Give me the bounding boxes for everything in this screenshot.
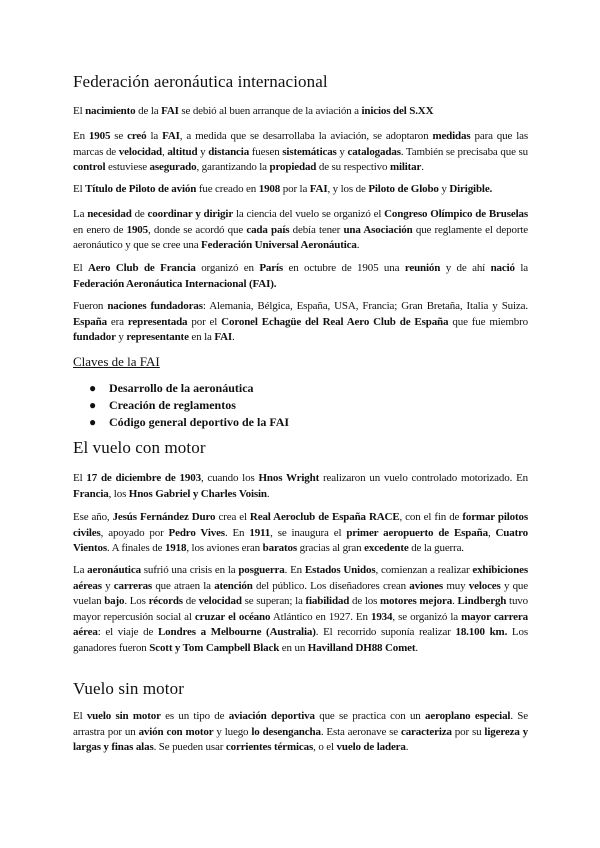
text-run: . A finales de — [107, 542, 165, 554]
text-run: Ese año, — [73, 511, 113, 523]
bold-text: aviación deportiva — [228, 710, 315, 722]
list-item — [89, 397, 289, 414]
bold-text: cruzar el océano — [194, 610, 271, 623]
bold-text: Francia — [73, 487, 109, 500]
text-run: por su — [451, 725, 485, 738]
bold-text: carreras — [113, 579, 153, 592]
bold-text: altitud — [167, 145, 198, 158]
text-run: de su respectivo — [316, 161, 390, 173]
text-run: . — [356, 239, 360, 251]
bold-text: necesidad — [87, 208, 132, 220]
bold-text: Aero Club de Francia — [87, 262, 196, 274]
bold-text: propiedad — [269, 161, 317, 173]
paragraph — [73, 104, 528, 120]
paragraph — [73, 471, 528, 502]
bold-text: Título de Piloto de avión — [85, 183, 197, 195]
text-run: y que vuelan — [73, 579, 528, 607]
bold-text: Havilland DH88 Comet — [307, 641, 416, 654]
bullet-icon: ● — [89, 381, 97, 395]
text-run: en octubre de 1905 una — [283, 262, 405, 274]
bold-text: reunión — [404, 262, 441, 274]
bold-text: representante — [126, 331, 189, 343]
bold-text: atención — [214, 579, 253, 592]
bold-text: Hnos Wright — [258, 472, 320, 484]
bold-text: FAI — [161, 105, 179, 117]
bold-text: FAI — [309, 183, 328, 195]
text-run: en un — [279, 641, 308, 654]
text-run: de — [182, 595, 199, 607]
paragraph — [73, 709, 528, 756]
text-run: fuesen — [249, 145, 283, 158]
bold-text: catalogadas — [347, 145, 401, 158]
text-run: sufrió una crisis en la — [140, 564, 239, 576]
bold-text: nacimiento — [85, 105, 136, 117]
bold-text: París — [259, 262, 284, 274]
bold-text: velocidad — [118, 145, 163, 158]
text-run: en enero de — [73, 223, 127, 236]
text-run: . En — [284, 564, 305, 576]
text-run: organizó en — [195, 262, 260, 274]
text-run: , con el fin de — [399, 511, 463, 523]
bold-text: 1908 — [258, 183, 281, 195]
text-run: . En — [224, 526, 250, 539]
text-run: . El recorrido suponía realizar — [315, 626, 456, 638]
text-run: de — [131, 208, 148, 220]
paragraph — [73, 182, 528, 198]
text-run: , los — [108, 487, 129, 500]
text-run: en la — [188, 331, 215, 343]
bold-text: Pedro Vives — [168, 526, 225, 539]
text-run: . — [232, 331, 235, 343]
text-run: , se organizó la — [392, 610, 462, 623]
bold-text: mejora — [419, 595, 453, 607]
text-run: El — [73, 472, 87, 484]
text-run: de la — [135, 105, 162, 117]
text-run: Los ganadores fueron — [73, 626, 528, 654]
text-run: . Esta aeronave se — [320, 725, 401, 738]
bold-text: primer aeropuerto de España — [346, 526, 488, 539]
bold-text: 1911 — [249, 526, 271, 539]
text-run: . También se precisaba que su — [400, 145, 528, 158]
text-run: La — [73, 208, 88, 220]
text-run: y de ahí — [440, 262, 491, 274]
bold-text: 18.100 km. — [455, 626, 508, 638]
bold-text: inicios del S.XX — [361, 105, 434, 117]
bold-text: nació — [490, 262, 515, 274]
bold-text: excedente — [364, 542, 409, 554]
bold-text: aviones — [409, 579, 444, 592]
bold-text: Federación Universal Aeronáutica — [201, 239, 357, 251]
bold-text: lo desengancha — [251, 725, 321, 738]
paragraph — [73, 261, 528, 292]
bold-text: Londres a Melbourne (Australia) — [157, 626, 316, 638]
bold-text: Federación Aeronáutica Internacional (FAI). — [73, 277, 277, 290]
text-run: se superan; la — [241, 595, 306, 607]
text-run: , a medida que se desarrollaba la aviación, se adoptaron — [179, 130, 433, 142]
text-run: En — [73, 130, 89, 142]
bold-text: fiabilidad — [305, 595, 350, 607]
claves-subtitle: Claves de la FAI — [73, 354, 160, 369]
text-run: que atraen la — [152, 579, 215, 592]
paragraph — [73, 510, 528, 557]
claves-list — [89, 380, 289, 431]
bullet-icon: ● — [89, 415, 97, 429]
text-run: . — [415, 641, 419, 654]
text-run: . — [266, 487, 270, 500]
text-run: y — [197, 145, 209, 158]
bold-text: Hnos Gabriel y Charles Voisin — [128, 487, 267, 500]
bullet-icon: ● — [89, 398, 97, 412]
text-run: , donde se acordó que — [148, 223, 247, 236]
section-title-vuelo-sin-motor: Vuelo sin motor — [73, 679, 184, 698]
text-run: , o el — [313, 741, 337, 753]
bold-text: avión con motor — [138, 725, 214, 738]
bold-text: bajo — [104, 595, 125, 607]
bold-text: 1905 — [126, 223, 149, 236]
text-run: la — [514, 262, 529, 274]
bold-text: cada país — [246, 223, 290, 236]
text-run: por la — [280, 183, 310, 195]
bold-text: aeronáutica — [87, 564, 141, 576]
bold-text: velocidad — [198, 595, 242, 607]
bold-text: corrientes térmicas — [225, 741, 314, 753]
text-run: La — [73, 564, 88, 576]
text-run: , — [162, 145, 168, 158]
text-run: : el viaje de — [97, 626, 158, 638]
text-run: se — [110, 130, 128, 142]
paragraph — [73, 299, 528, 346]
text-run: realizaron un vuelo controlado motorizado. En — [319, 472, 528, 484]
text-run: , y los de — [327, 183, 369, 195]
text-run: , se inaugura el — [270, 526, 347, 539]
bold-text: 17 de diciembre de 1903 — [86, 472, 201, 484]
bold-text: vuelo de ladera — [336, 741, 406, 753]
text-run: , comienzan a realizar — [375, 564, 473, 576]
text-run: era — [106, 315, 128, 328]
text-run: debía tener — [289, 223, 344, 236]
bold-text: vuelo sin motor — [86, 710, 161, 722]
list-item-text: Código general deportivo de la FAI — [109, 415, 290, 429]
text-run: . — [421, 161, 424, 173]
text-run: crea el — [215, 511, 250, 523]
text-run: tuvo mayor repercusión social al — [73, 595, 528, 623]
text-run: y luego — [213, 725, 252, 738]
bold-text: posguerra — [238, 564, 285, 576]
text-run: Fueron — [73, 300, 108, 312]
text-run: El — [73, 710, 87, 722]
bold-text: Coronel Echagüe del Real Aero Club de España — [221, 315, 449, 328]
text-run: y — [101, 579, 114, 592]
text-run: es un tipo de — [160, 710, 229, 722]
bold-text: Cuatro Vientos — [73, 526, 528, 554]
bold-text: sistemáticas — [282, 145, 337, 158]
text-run: El — [73, 262, 88, 274]
bold-text: coordinar y dirigir — [147, 208, 234, 220]
bold-text: aeroplano especial — [425, 710, 511, 722]
bold-text: España — [73, 315, 107, 328]
bold-text: FAI — [162, 130, 180, 142]
bold-text: militar — [389, 161, 422, 173]
bold-text: motores — [380, 595, 417, 607]
text-run: , garantizando la — [196, 161, 270, 173]
text-run: y — [115, 331, 127, 343]
bold-text: ligereza y largas y finas alas — [73, 725, 528, 753]
text-run: de la guerra. — [408, 542, 464, 554]
bold-text: creó — [127, 130, 147, 142]
text-run: fue creado en — [196, 183, 259, 195]
bold-text: Real Aeroclub de España RACE — [249, 511, 400, 523]
paragraph — [73, 563, 528, 656]
bold-text: representada — [127, 315, 188, 328]
bold-text: una Asociación — [343, 223, 413, 236]
text-run: del público. Los diseñadores crean — [252, 579, 410, 592]
text-run: . Se pueden usar — [153, 741, 226, 753]
text-run: que reglamente el deporte aeronáutico y que se cree una — [73, 223, 528, 251]
bold-text: fundador — [73, 331, 116, 343]
bold-text: Estados Unidos — [304, 564, 376, 576]
bold-text: Jesús Fernández Duro — [112, 511, 216, 523]
text-run: . Los — [124, 595, 149, 607]
bold-text: formar pilotos civiles — [73, 511, 528, 539]
bold-text: Congreso Olímpico de Bruselas — [384, 208, 528, 220]
bold-text: Dirigible. — [449, 183, 493, 195]
text-run: . — [405, 741, 409, 753]
list-item-text: Creación de reglamentos — [109, 398, 236, 412]
paragraph — [73, 207, 528, 254]
bold-text: veloces — [468, 579, 501, 592]
text-run: gracias al gran — [297, 542, 365, 554]
section-title-vuelo-motor: El vuelo con motor — [73, 438, 206, 457]
text-run: , cuando los — [200, 472, 259, 484]
bold-text: medidas — [432, 130, 471, 142]
text-run: : Alemania, Bélgica, España, USA, Francia; Gran Bretaña, Italia y Suiza. — [202, 300, 528, 312]
text-run: y — [438, 183, 450, 195]
bold-text: 1934 — [370, 610, 393, 623]
bold-text: naciones fundadoras — [107, 300, 203, 312]
text-run: muy — [443, 579, 469, 592]
text-run: , los aviones eran — [186, 542, 263, 554]
bold-text: asegurado — [149, 161, 197, 173]
list-item-text: Desarrollo de la aeronáutica — [109, 381, 254, 395]
list-item — [89, 380, 289, 397]
text-run: la ciencia del vuelo se organizó el — [233, 208, 385, 220]
bold-text: récords — [148, 595, 183, 607]
bold-text: 1905 — [88, 130, 111, 142]
bold-text: control — [73, 161, 106, 173]
bold-text: FAI — [214, 331, 233, 343]
section-title-fai: Federación aeronáutica internacional — [73, 72, 328, 91]
bold-text: mayor carrera aérea — [73, 610, 528, 638]
list-item — [89, 414, 289, 431]
text-run: se debió al buen arranque de la aviación a — [178, 105, 362, 117]
text-run: que se practica con un — [314, 710, 426, 722]
bold-text: baratos — [262, 542, 298, 554]
text-run: por el — [187, 315, 222, 328]
text-run: . Se arrastra por un — [73, 710, 528, 738]
text-run: El — [73, 183, 86, 195]
bold-text: exhibiciones aéreas — [73, 564, 528, 592]
text-run: la — [146, 130, 163, 142]
text-run: . — [452, 595, 458, 607]
text-run: de los — [349, 595, 381, 607]
text-run: para que las marcas de — [73, 130, 528, 158]
bold-text: Piloto de Globo — [368, 183, 439, 195]
bold-text: Lindbergh — [457, 595, 507, 607]
text-run: , apoyado por — [100, 526, 169, 539]
text-run: estuviese — [105, 161, 150, 173]
text-run: y — [336, 145, 348, 158]
bold-text: 1918 — [164, 542, 187, 554]
bold-text: distancia — [208, 145, 250, 158]
paragraph — [73, 129, 528, 176]
text-run: El — [73, 105, 86, 117]
text-run: Atlántico en 1927. En — [270, 610, 371, 623]
text-run: , — [487, 526, 496, 539]
bold-text: Scott y Tom Campbell Black — [149, 641, 280, 654]
text-run: que fue miembro — [448, 315, 528, 328]
bold-text: caracteriza — [400, 725, 452, 738]
